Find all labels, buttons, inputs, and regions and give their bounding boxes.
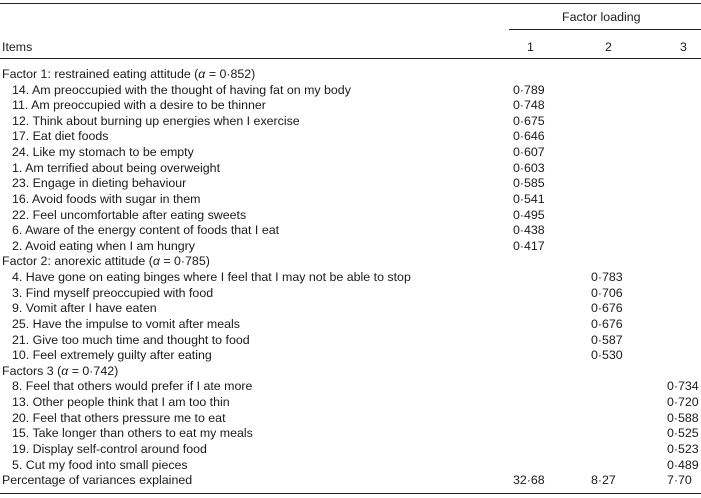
- factor-title: [2, 67, 255, 83]
- item-label: 9. Vomit after I have eaten: [12, 301, 157, 316]
- loading-factor-1: 0·541: [513, 191, 545, 206]
- factor-1-column-header: 1: [527, 40, 534, 54]
- item-label: 12. Think about burning up energies when I exercise: [12, 113, 300, 128]
- loading-factor-3: 0·588: [667, 410, 699, 425]
- table-top-rule: [0, 3, 701, 4]
- item-label: 23. Engage in dieting behaviour: [12, 176, 187, 191]
- variance-factor-3: 7·70: [667, 473, 692, 487]
- table-row: [0, 317, 701, 333]
- item-label: 5. Cut my food into small pieces: [12, 457, 188, 472]
- table-row: [0, 208, 701, 224]
- loading-factor-1: 0·438: [513, 223, 545, 238]
- factor-title: [2, 364, 118, 380]
- factor-loading-underline: [509, 29, 701, 30]
- alpha-symbol: α: [152, 254, 160, 269]
- loading-factor-3: 0·489: [667, 457, 699, 472]
- variance-row: [0, 473, 701, 489]
- loading-factor-2: 0·676: [591, 301, 623, 316]
- factor-loading-header: Factor loading: [562, 10, 641, 24]
- item-label: 8. Feel that others would prefer if I ate more: [12, 379, 253, 394]
- factor-title-row: [0, 254, 701, 270]
- loading-factor-2: 0·783: [591, 270, 623, 285]
- item-label: 24. Like my stomach to be empty: [12, 145, 194, 160]
- factor-title-prefix: Factor 2: anorexic attitude (: [2, 254, 153, 269]
- loading-factor-1: 0·585: [513, 176, 545, 191]
- table-row: [0, 223, 701, 239]
- loading-factor-1: 0·607: [513, 145, 545, 160]
- variance-factor-1: 32·68: [513, 473, 545, 487]
- table-row: [0, 301, 701, 317]
- loading-factor-1: 0·495: [513, 207, 545, 222]
- item-label: 21. Give too much time and thought to food: [12, 332, 250, 347]
- table-row: [0, 145, 701, 161]
- alpha-value: = 0·852): [205, 67, 256, 81]
- table-row: [0, 411, 701, 427]
- table-row: [0, 98, 701, 114]
- loading-factor-1: 0·748: [513, 98, 545, 113]
- item-label: 20. Feel that others pressure me to eat: [12, 410, 226, 425]
- header-bottom-rule: [0, 58, 701, 59]
- table-row: [0, 442, 701, 458]
- item-label: 3. Find myself preoccupied with food: [12, 285, 214, 300]
- table-row: [0, 379, 701, 395]
- loading-factor-1: 0·675: [513, 113, 545, 128]
- alpha-symbol: α: [198, 67, 206, 81]
- alpha-value: = 0·742): [68, 363, 119, 378]
- item-label: 1. Am terrified about being overweight: [12, 160, 221, 175]
- items-column-header: Items: [2, 40, 33, 54]
- loading-factor-1: 0·417: [513, 238, 545, 253]
- item-label: 25. Have the impulse to vomit after meals: [12, 316, 240, 331]
- table-row: [0, 333, 701, 349]
- item-label: 19. Display self-control around food: [12, 441, 207, 456]
- loading-factor-2: 0·530: [591, 348, 623, 363]
- factor-title-prefix: Factors 3 (: [2, 363, 62, 378]
- variance-factor-2: 8·27: [591, 473, 616, 487]
- table-row: [0, 395, 701, 411]
- item-label: 11. Am preoccupied with a desire to be thinner: [12, 98, 266, 113]
- loading-factor-2: 0·587: [591, 332, 623, 347]
- item-label: 13. Other people think that I am too thin: [12, 395, 230, 410]
- loading-factor-3: 0·525: [667, 426, 699, 441]
- variance-label: Percentage of variances explained: [2, 473, 193, 487]
- table-row: [0, 286, 701, 302]
- table-row: [0, 129, 701, 145]
- table-row: [0, 239, 701, 255]
- loading-factor-3: 0·720: [667, 395, 699, 410]
- item-label: 16. Avoid foods with sugar in them: [12, 191, 201, 206]
- loading-factor-2: 0·676: [591, 316, 623, 331]
- table-row: [0, 348, 701, 364]
- loading-factor-3: 0·734: [667, 379, 699, 394]
- item-label: 17. Eat diet foods: [12, 129, 109, 144]
- factor-title: [2, 254, 210, 270]
- table-bottom-rule: [0, 493, 701, 494]
- item-label: 14. Am preoccupied with the thought of having fat on my body: [12, 82, 351, 97]
- loading-factor-2: 0·706: [591, 285, 623, 300]
- table-row: [0, 192, 701, 208]
- factor-title-prefix: Factor 1: restrained eating attitude (: [2, 67, 199, 81]
- item-label: 15. Take longer than others to eat my meals: [12, 426, 253, 441]
- alpha-value: = 0·785): [159, 254, 210, 269]
- item-label: 4. Have gone on eating binges where I feel that I may not be able to stop: [12, 270, 411, 285]
- item-label: 6. Aware of the energy content of foods that I eat: [12, 223, 280, 238]
- table-row: [0, 114, 701, 130]
- factor-title-row: [0, 67, 701, 83]
- table-row: [0, 176, 701, 192]
- factor-2-column-header: 2: [605, 40, 612, 54]
- table-row: [0, 426, 701, 442]
- alpha-symbol: α: [61, 363, 69, 378]
- item-label: 22. Feel uncomfortable after eating sweets: [12, 207, 247, 222]
- loading-factor-1: 0·646: [513, 129, 545, 144]
- table-row: [0, 270, 701, 286]
- loading-factor-1: 0·789: [513, 82, 545, 97]
- factor-3-column-header: 3: [680, 40, 687, 54]
- loading-factor-1: 0·603: [513, 160, 545, 175]
- item-label: 2. Avoid eating when I am hungry: [12, 238, 195, 253]
- factor-title-row: [0, 364, 701, 380]
- table-row: [0, 83, 701, 99]
- loading-factor-3: 0·523: [667, 441, 699, 456]
- table-row: [0, 458, 701, 474]
- table-row: [0, 161, 701, 177]
- item-label: 10. Feel extremely guilty after eating: [12, 348, 212, 363]
